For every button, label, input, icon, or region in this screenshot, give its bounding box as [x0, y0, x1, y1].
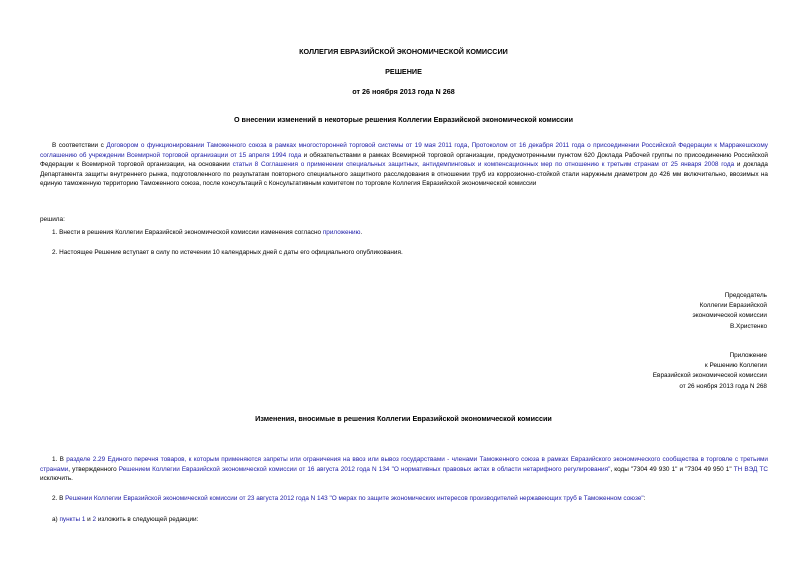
annex-ref-line: к Решению Коллегии [704, 362, 767, 370]
protocol-link[interactable]: Протоколом от 16 декабря 2011 года о присоединении Российской Федерации к Марракешскому соглашению об учреждении Всемирной торговой организации от 15 апреля 1994 года [40, 142, 768, 159]
annex-title: Изменения, вносимые в решения Коллегии Евразийской экономической комиссии [255, 414, 552, 423]
change-item-2: 2. В Решении Коллегии Евразийской экономической комиссии от 23 августа 2012 года N 143 "О мерах по защите экономических интересов производителей нержавеющих труб в Таможенном союзе": [52, 495, 646, 502]
doc-type-heading: РЕШЕНИЕ [385, 67, 422, 76]
agreement-article-link[interactable]: статьи 8 Соглашения о применении специальных защитных, антидемпинговых и компенсационных мер по отношению к третьим странам от 25 января 2008 года [232, 161, 735, 169]
signature-block [693, 291, 768, 332]
change-item-1: 1. В разделе 2.29 Единого перечня товаров, к которым применяются запреты или ограничения на ввоз или вывоз государствами - членами Таможенного союза в рамках Евразийского экономического сообщества в торговле с третьими странами, утвержденного Решением Коллегии Евразийской экономической комиссии от 16 августа 2012 года N 134 "О нормативных правовых актах в области нетарифного регулирования", коды "7304 49 930 1" и "7304 49 950 1" ТН ВЭД ТС исключить. [40, 456, 768, 483]
change-item-2a: а) пункты 1 и 2 изложить в следующей редакции: [52, 516, 199, 523]
signature-line: Председатель [724, 292, 767, 299]
preamble-paragraph: В соответствии с Договором о функционировании Таможенного союза в рамках многосторонней торговой системы от 19 мая 2011 года, Протоколом от 16 декабря 2011 года о присоединении Российской Федерации к Марракешскому соглашению об учреждении Всемирной торговой организации от 15 апреля 1994 года и обязательствами в рамках Всемирной торговой организации, предусмотренными пунктом 620 Доклада Рабочей группы по присоединению Российской Федерации к Всемирной торговой организации, на основании статьи 8 Соглашения о применении специальных защитных, антидемпинговых и компенсационных мер по отношению к третьим странам от 25 января 2008 года и доклада Департамента защиты внутреннего рынка, подготовленного по результатам повторного специального защитного расследования в отношении труб из коррозионно-стойкой стали наружным диаметром до 426 мм включительно, ввозимых на единую таможенную территорию Таможенного союза, после консультаций с Консультативным комитетом по торговле Коллегия Евразийской экономической комиссии [40, 142, 768, 188]
section-229-link[interactable]: разделе 2.29 Единого перечня товаров, к которым применяются запреты или ограничения на ввоз или вывоз государствами - членами Таможенного союза в рамках Евразийского экономического сообщества в торговле с третьими странами [40, 456, 768, 473]
annex-ref-line: Евразийской экономической комиссии [652, 372, 767, 380]
point-2-link[interactable]: 2 [92, 516, 97, 523]
annex-ref-line: от 26 ноября 2013 года N 268 [679, 382, 767, 390]
signature-line: экономической комиссии [692, 312, 767, 320]
signature-line: В.Христенко [730, 322, 767, 330]
decision-134-link[interactable]: Решением Коллегии Евразийской экономической комиссии от 16 августа 2012 года N 134 "О нормативных правовых актах в области нетарифного регулирования" [118, 465, 611, 473]
annex-reference-block [653, 351, 767, 392]
decision-title: О внесении изменений в некоторые решения Коллегии Евразийской экономической комиссии [233, 115, 574, 124]
point-1-link[interactable]: пункты 1 [59, 516, 86, 523]
annex-link[interactable]: приложению [322, 229, 361, 236]
annex-ref-line: Приложение [729, 352, 767, 359]
decision-item-1: 1. Внести в решения Коллегии Евразийской экономической комиссии изменения согласно приложению. [52, 229, 363, 236]
tn-ved-link[interactable]: ТН ВЭД ТС [733, 465, 768, 473]
treaty-link[interactable]: Договором о функционировании Таможенного союза в рамках многосторонней торговой системы от 19 мая 2011 года [106, 142, 468, 149]
decision-item-2: 2. Настоящее Решение вступает в силу по истечении 10 календарных дней с даты его официального опубликования. [52, 249, 403, 256]
decision-143-link[interactable]: Решении Коллегии Евразийской экономической комиссии от 23 августа 2012 года N 143 "О мерах по защите экономических интересов производителей нержавеющих труб в Таможенном союзе" [65, 495, 644, 502]
org-heading: КОЛЛЕГИЯ ЕВРАЗИЙСКОЙ ЭКОНОМИЧЕСКОЙ КОМИССИИ [299, 47, 508, 56]
date-number-heading: от 26 ноября 2013 года N 268 [352, 87, 455, 96]
signature-line: Коллегии Евразийской [699, 302, 767, 310]
decided-label: решила: [40, 216, 65, 223]
